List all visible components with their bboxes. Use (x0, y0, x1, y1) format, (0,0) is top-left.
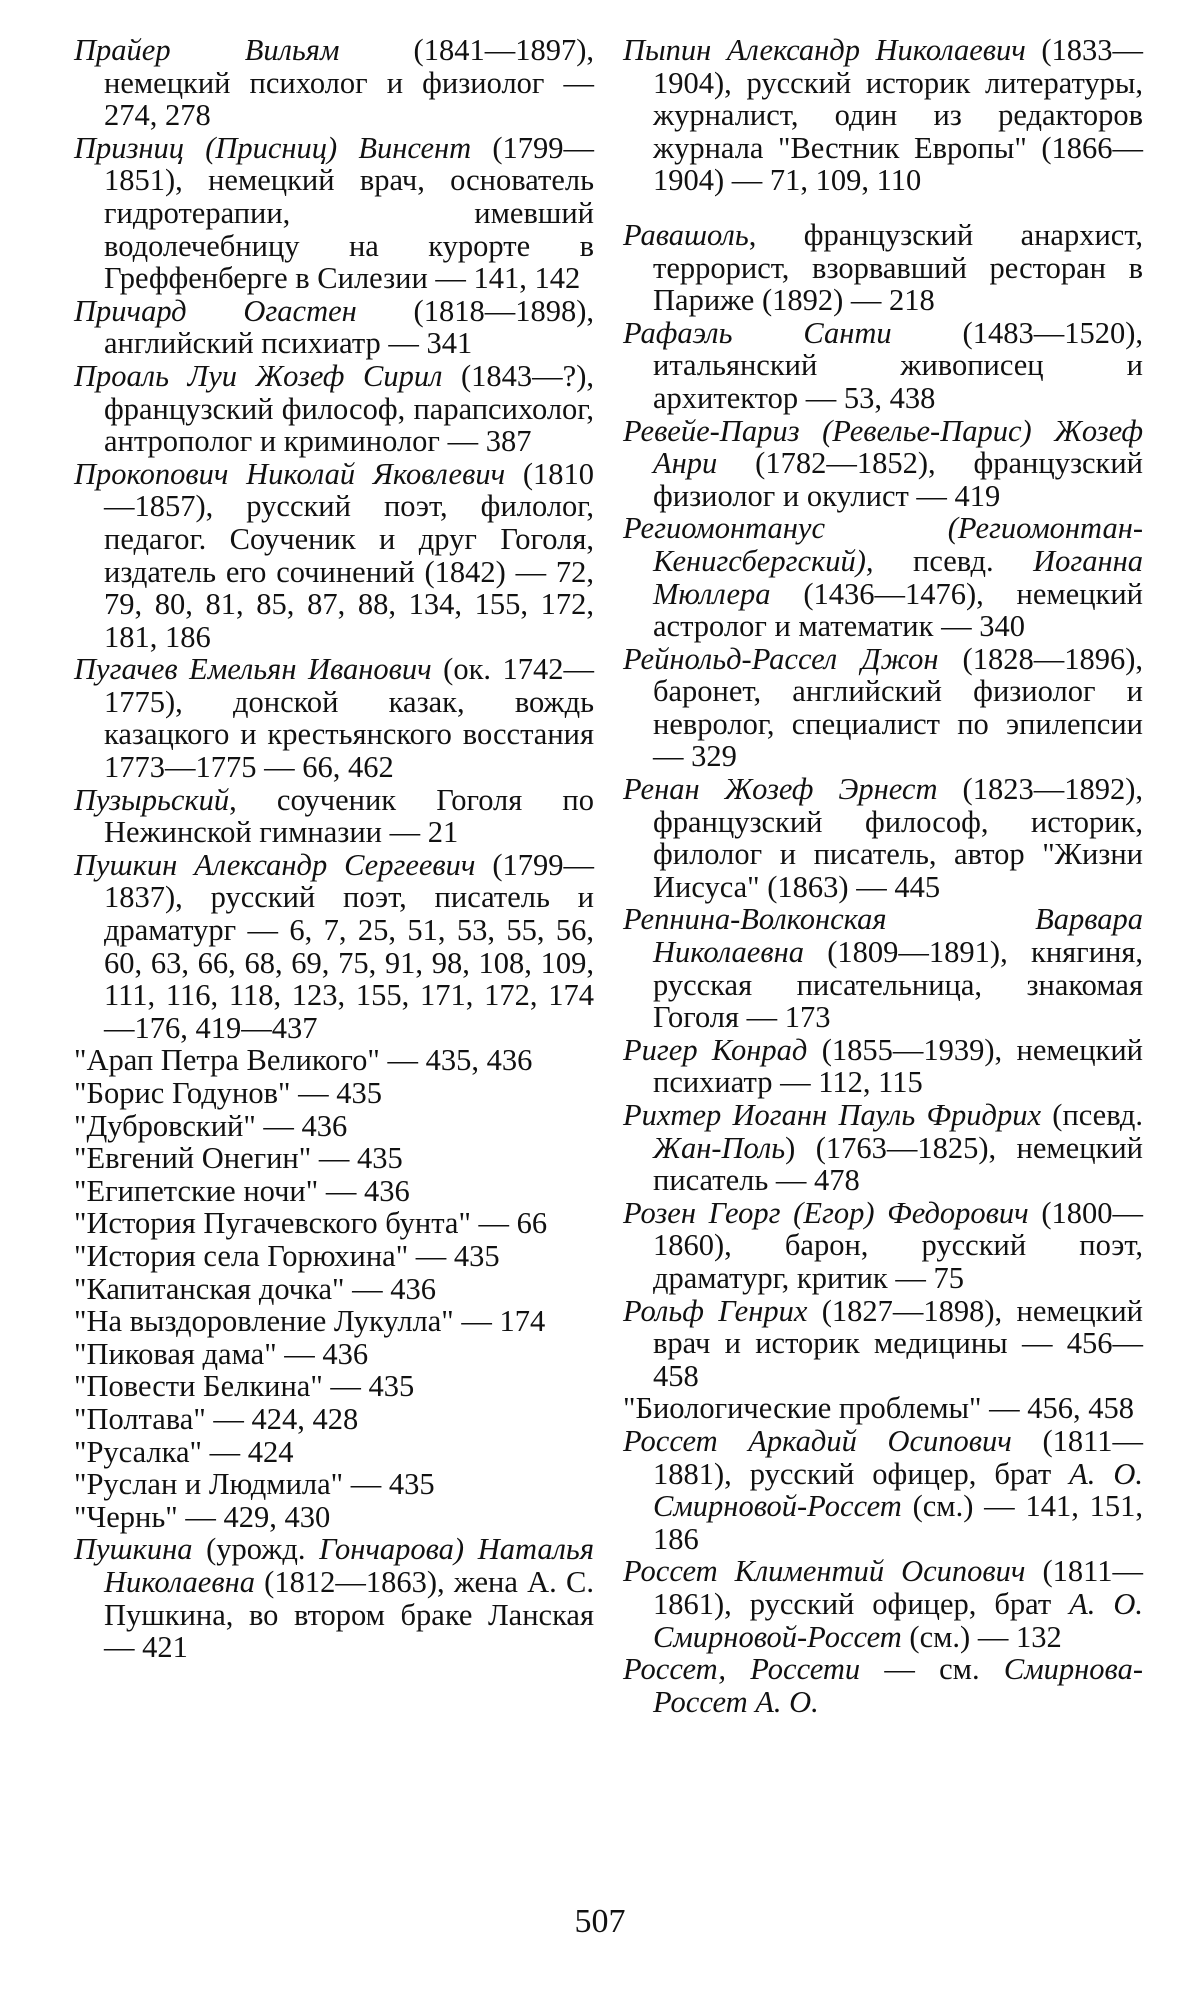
entry-text: "Биологические проблемы" — 456, 458 (623, 1391, 1134, 1426)
work-title-entry (74, 1240, 594, 1273)
entry-name: Репнина-Волконская Варвара Николаевна (623, 902, 1143, 970)
work-title-entry (74, 1403, 594, 1436)
entry-name: Пушкина (74, 1532, 193, 1567)
entry-name: Региомонтанус (Региомонтан-Кенигсбергский), (623, 511, 1143, 578)
entry-text: "История села Горюхина" — 435 (74, 1238, 500, 1273)
index-entry (74, 849, 594, 1045)
entry-text: (1827—1898), немецкий врач и историк медицины — 456—458 (653, 1293, 1143, 1393)
entry-text-secondary: (1436—1476), немецкий астролог и математик — 340 (653, 576, 1143, 644)
index-entry (623, 34, 1143, 197)
entry-text: (1800—1860), барон, русский поэт, драматург, критик — 75 (653, 1195, 1143, 1295)
entry-text-secondary: (см.) — 141, 151, 186 (653, 1489, 1143, 1556)
entry-text: (1799—1837), русский поэт, писатель и драматург — 6, 7, 25, 51, 53, 55, 56, 60, 63, 66, 68, 69, 75, 91, 98, 108, 109, 111, 116, 118, 123, 155, 171, 172, 174—176, 419—437 (104, 847, 594, 1045)
entry-name: Прайер Вильям (74, 33, 340, 67)
index-entry (623, 1034, 1143, 1099)
entry-text: (псевд. (1041, 1098, 1143, 1132)
work-title-entry (74, 1338, 594, 1371)
index-entry (623, 773, 1143, 903)
entry-text: "Чернь" — 429, 430 (74, 1499, 331, 1534)
index-entry (74, 360, 594, 458)
entry-text: "Пиковая дама" — 436 (74, 1336, 369, 1371)
work-title-entry (74, 1044, 594, 1077)
entry-text: (1811—1861), русский офицер, брат (653, 1554, 1143, 1621)
entry-text-secondary: (1812—1863), жена А. С. Пушкина, во втором браке Ланская — 421 (104, 1564, 594, 1665)
left-column (74, 34, 594, 1664)
entry-text: (1833—1904), русский историк литературы, журналист, один из редакторов журнала "Вестник Европы" (1866—1904) — 71, 109, 110 (653, 33, 1143, 198)
entry-text: "Руслан и Людмила" — 435 (74, 1467, 435, 1502)
entry-text: "На выздоровление Лукулла" — 174 (74, 1304, 546, 1339)
entry-text-secondary: (см.) — 132 (901, 1619, 1062, 1654)
entry-name: Проаль Луи Жозеф Сирил (74, 358, 443, 393)
work-title-entry (623, 1392, 1143, 1425)
entry-name: Равашоль (623, 217, 749, 252)
index-entry (623, 643, 1143, 773)
entry-name: Россет, Россети (623, 1652, 861, 1687)
entry-text: (урожд. (192, 1532, 320, 1567)
entry-name-secondary: Гончарова) Наталья Николаевна (104, 1532, 594, 1599)
entry-text: — см. (860, 1652, 1004, 1687)
index-entry (74, 34, 594, 132)
index-entry (623, 1425, 1143, 1555)
entry-name: Пыпин Александр Николаевич (623, 33, 1026, 67)
entry-name: Причард Огастен (74, 293, 357, 328)
entry-name: Рафаэль Санти (623, 315, 892, 350)
entry-text: (1811—1881), русский офицер, брат (653, 1423, 1143, 1491)
entry-name: Россет Аркадий Осипович (623, 1423, 1012, 1458)
entry-name: Ренан Жозеф Эрнест (623, 772, 938, 807)
entry-name-secondary: А. О. Смирновой-Россет (653, 1586, 1143, 1654)
entry-text: , французский анархист, террорист, взорвавший ресторан в Париже (1892) — 218 (653, 217, 1143, 318)
work-title-entry (74, 1436, 594, 1469)
index-entry (74, 132, 594, 295)
entry-text: "Дубровский" — 436 (74, 1108, 348, 1143)
entry-name-secondary: А. О. Смирновой-Россет (653, 1456, 1143, 1524)
entry-text: "Капитанская дочка" — 436 (74, 1271, 436, 1306)
index-entry (623, 1555, 1143, 1653)
entry-text-secondary: ) (1763—1825), немецкий писатель — 478 (653, 1130, 1143, 1198)
entry-text: "Египетские ночи" — 436 (74, 1173, 410, 1208)
entry-name: Пугачев Емельян Иванович (74, 652, 432, 687)
page-number: 507 (574, 1903, 626, 1940)
index-entry (623, 512, 1143, 642)
work-title-entry (74, 1110, 594, 1143)
entry-name: Призниц (Присниц) Винсент (74, 130, 472, 165)
index-entry (74, 653, 594, 783)
entry-text: (ок. 1742—1775), донской казак, вождь казацкого и крестьянского восстания 1773—1775 — 66, 462 (104, 652, 594, 785)
work-title-entry (74, 1501, 594, 1534)
work-title-entry (74, 1305, 594, 1338)
index-entry (623, 1197, 1143, 1295)
entry-text: (1483—1520), итальянский живописец и архитектор — 53, 438 (653, 315, 1143, 415)
entry-text: "Полтава" — 424, 428 (74, 1401, 359, 1436)
work-title-entry (74, 1273, 594, 1306)
entry-text: псевд. (873, 543, 1034, 578)
entry-text: (1809—1891), княгиня, русская писательница, знакомая Гоголя — 173 (653, 935, 1143, 1035)
work-title-entry (74, 1077, 594, 1110)
index-entry (623, 219, 1143, 317)
index-entry (623, 1295, 1143, 1393)
entry-name: Ригер Конрад (623, 1032, 808, 1067)
entry-name-secondary: Иоганна Мюллера (653, 543, 1143, 611)
entry-text: (1782—1852), французский физиолог и окулист — 419 (653, 446, 1143, 513)
entry-text: (1823—1892), французский философ, историк, филолог и писатель, автор "Жизни Иисуса" (1863) — 445 (653, 772, 1143, 904)
entry-text: "Русалка" — 424 (74, 1434, 294, 1469)
entry-name: Рейнольд-Рассел Джон (623, 641, 939, 676)
entry-name: Прокопович Николай Яковлевич (74, 456, 506, 491)
entry-text: (1841—1897), немецкий психолог и физиолог — 274, 278 (104, 33, 594, 133)
index-entry (623, 903, 1143, 1033)
work-title-entry (74, 1370, 594, 1403)
entry-text: "История Пугачевского бунта" — 66 (74, 1206, 548, 1241)
index-entry (74, 1533, 594, 1663)
entry-name: Рольф Генрих (623, 1293, 808, 1328)
entry-name: Ревейе-Париз (Ревелье-Парис) Жозеф Анри (623, 413, 1143, 481)
entry-text: "Арап Петра Великого" — 435, 436 (74, 1043, 533, 1078)
entry-text: (1818—1898), английский психиатр — 341 (104, 293, 594, 361)
work-title-entry (74, 1207, 594, 1240)
entry-name: Россет Климентий Осипович (623, 1554, 1026, 1589)
entry-name: Розен Георг (Егор) Федорович (623, 1195, 1029, 1230)
entry-text: (1843—?), французский философ, парапсихолог, антрополог и криминолог — 387 (104, 358, 594, 459)
entry-name-secondary: Смирнова-Россет А. О. (653, 1652, 1143, 1719)
entry-text: "Повести Белкина" — 435 (74, 1369, 415, 1404)
right-column (623, 34, 1143, 1718)
work-title-entry (74, 1468, 594, 1501)
entry-name-secondary: Жан-Поль (653, 1130, 786, 1165)
entry-text: (1855—1939), немецкий психиатр — 112, 115 (653, 1032, 1143, 1100)
entry-text: "Евгений Онегин" — 435 (74, 1141, 403, 1176)
index-entry (623, 1653, 1143, 1718)
index-entry (74, 458, 594, 654)
index-entry (623, 415, 1143, 513)
entry-text: , соученик Гоголя по Нежинской гимназии — 21 (104, 782, 594, 850)
entry-text: (1810—1857), русский поэт, филолог, педагог. Соученик и друг Гоголя, издатель его сочинений (1842) — 72, 79, 80, 81, 85, 87, 88, 134, 155, 172, 181, 186 (104, 456, 594, 654)
work-title-entry (74, 1175, 594, 1208)
index-entry (74, 295, 594, 360)
index-entry (623, 317, 1143, 415)
entry-name: Пузырьский (74, 782, 230, 817)
index-entry (623, 1099, 1143, 1197)
entry-text: (1828—1896), баронет, английский физиолог и невролог, специалист по эпилепсии — 329 (653, 641, 1143, 774)
entry-text: (1799—1851), немецкий врач, основатель гидротерапии, имевший водолечебницу на курорте в Греффенберге в Силезии — 141, 142 (104, 130, 594, 296)
entry-name: Пушкин Александр Сергеевич (74, 847, 476, 882)
work-title-entry (74, 1142, 594, 1175)
entry-text: "Борис Годунов" — 435 (74, 1076, 382, 1110)
index-entry (74, 784, 594, 849)
entry-name: Рихтер Иоганн Пауль Фридрих (623, 1098, 1042, 1132)
